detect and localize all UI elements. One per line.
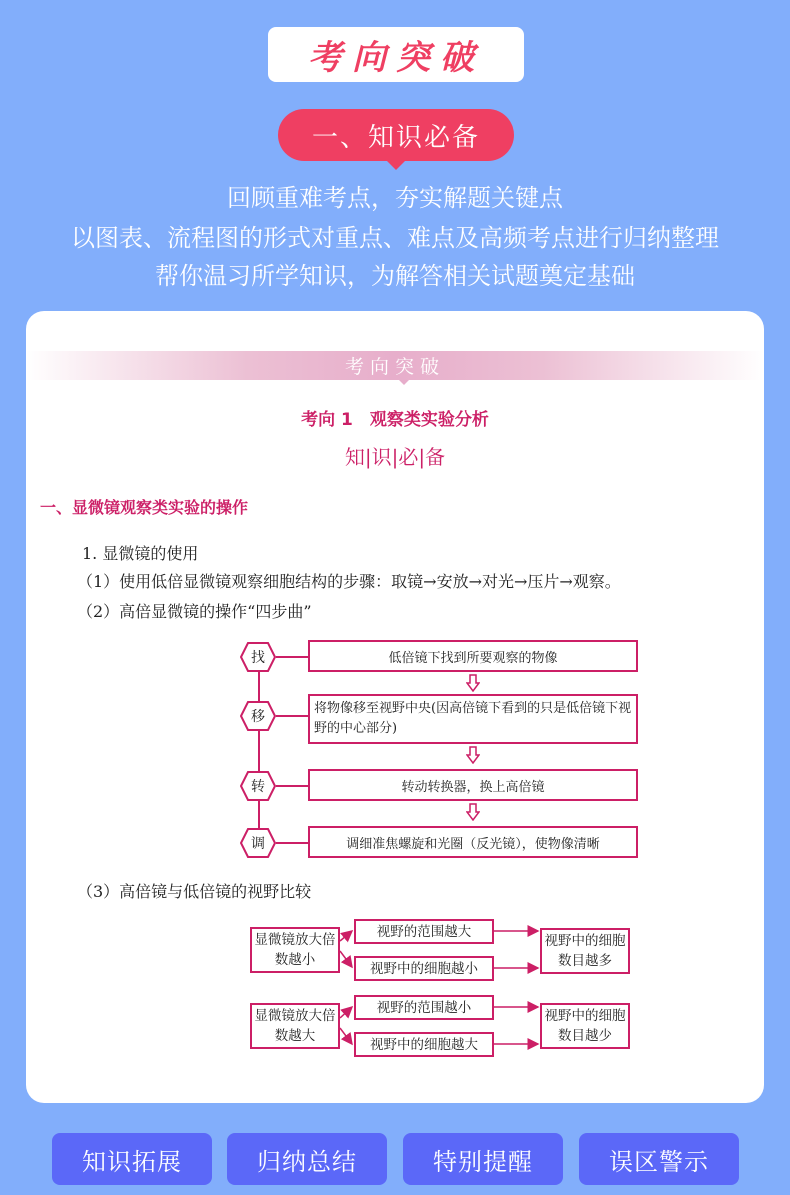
effect-box-range-large — [354, 919, 494, 944]
body-line-1: 1. 显微镜的使用 — [82, 544, 199, 563]
step-hex-turn — [240, 771, 276, 801]
body-line-3: （2）高倍显微镜的操作“四步曲” — [77, 602, 312, 621]
card-banner-label: 考向突破 — [344, 356, 445, 378]
section-pill-pointer — [385, 159, 407, 170]
step-key-find: 找 — [251, 650, 265, 666]
effect-text-cells-small: 视野中的细胞越小 — [370, 960, 478, 977]
body-line-2: （1）使用低倍显微镜观察细胞结构的步骤：取镜→安放→对光→压片→观察。 — [77, 572, 621, 591]
step-box-turn — [308, 769, 638, 801]
step-text-turn: 转动转换器，换上高倍镜 — [401, 779, 545, 795]
intro-line-2: 以图表、流程图的形式对重点、难点及高频考点进行归纳整理 — [71, 224, 719, 252]
step-hex-find — [240, 642, 276, 672]
down-arrow-icon — [466, 674, 480, 692]
result-text-fewer: 视野中的细胞数目越少 — [544, 1008, 626, 1044]
result-box-fewer — [540, 1003, 630, 1049]
step-hex-adjust — [240, 828, 276, 858]
section-pill — [278, 109, 514, 161]
step-text-find: 低倍镜下找到所要观察的物像 — [388, 650, 558, 666]
result-text-more: 视野中的细胞数目越多 — [544, 933, 626, 969]
condition-text-small: 显微镜放大倍数越小 — [254, 932, 336, 968]
step-box-find — [308, 640, 638, 672]
page-title: 考向突破 — [308, 38, 484, 78]
section-heading: 一、显微镜观察类实验的操作 — [40, 498, 249, 517]
condition-box-small — [250, 927, 340, 973]
step-box-move — [308, 694, 638, 744]
effect-text-range-small: 视野的范围越小 — [376, 999, 472, 1016]
step-text-move: 将物像移至视野中央(因高倍镜下看到的只是低倍镜下视野的中心部分) — [314, 701, 632, 736]
intro-line-3: 帮你温习所学知识，为解答相关试题奠定基础 — [155, 262, 635, 290]
step-box-adjust — [308, 826, 638, 858]
card-banner — [26, 351, 764, 380]
down-arrow-icon — [466, 803, 480, 821]
step-hex-move — [240, 701, 276, 731]
section-pill-label: 一、知识必备 — [311, 122, 480, 153]
step-text-adjust: 调细准焦螺旋和光圈（反光镜），使物像清晰 — [346, 836, 600, 852]
tab-special-reminder[interactable]: 特别提醒 — [403, 1133, 563, 1185]
step-link-1 — [276, 656, 308, 658]
step-link-2 — [276, 715, 308, 717]
step-connector-line — [258, 656, 260, 836]
condition-box-large — [250, 1003, 340, 1049]
tab-summary[interactable]: 归纳总结 — [227, 1133, 387, 1185]
down-arrow-icon — [466, 746, 480, 764]
comparison-heading: （3）高倍镜与低倍镜的视野比较 — [77, 882, 312, 901]
effect-box-cells-small — [354, 956, 494, 981]
step-key-adjust: 调 — [251, 836, 265, 852]
tab-knowledge-extension[interactable]: 知识拓展 — [52, 1133, 212, 1185]
knowledge-label: 知|识|必|备 — [344, 445, 446, 469]
topic-title: 考向 1 观察类实验分析 — [301, 410, 489, 430]
page-title-box — [268, 27, 524, 82]
step-link-3 — [276, 785, 308, 787]
content-card — [26, 311, 764, 1103]
tab-misconception-warning[interactable]: 误区警示 — [579, 1133, 739, 1185]
result-box-more — [540, 928, 630, 974]
effect-text-range-large: 视野的范围越大 — [376, 923, 472, 940]
step-key-turn: 转 — [251, 779, 265, 795]
effect-text-cells-large: 视野中的细胞越大 — [370, 1036, 478, 1053]
condition-text-large: 显微镜放大倍数越大 — [254, 1008, 336, 1044]
banner-pointer — [399, 380, 409, 385]
effect-box-range-small — [354, 995, 494, 1020]
step-link-4 — [276, 842, 308, 844]
step-key-move: 移 — [251, 709, 265, 725]
bottom-tab-bar — [0, 1133, 790, 1185]
effect-box-cells-large — [354, 1032, 494, 1057]
intro-line-1: 回顾重难考点，夯实解题关键点 — [227, 184, 563, 212]
